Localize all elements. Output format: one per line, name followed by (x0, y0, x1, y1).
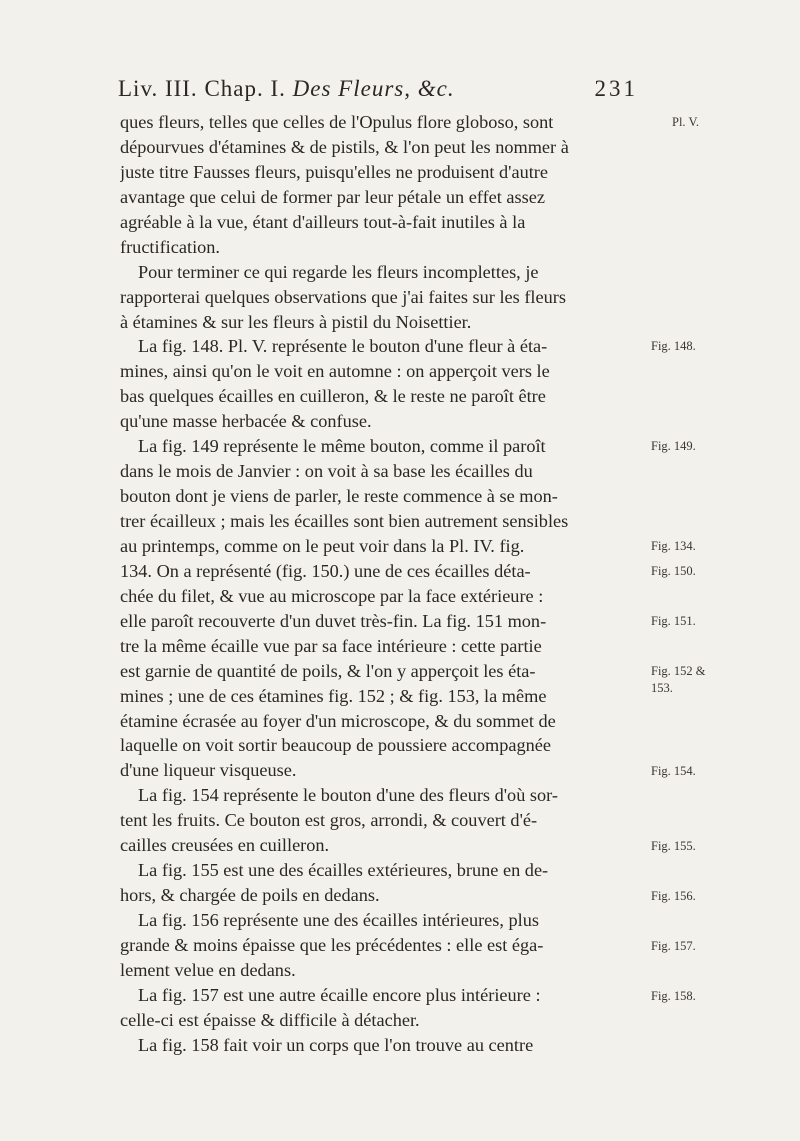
text-line: La fig. 148. Pl. V. représente le bouton d'une fleur à éta- (138, 336, 548, 357)
margin-note-fig: Fig. 154. (651, 764, 696, 778)
margin-note-fig: Fig. 148. (651, 339, 696, 353)
page-number: 231 (594, 76, 638, 101)
body-text (120, 110, 632, 1058)
text-line: fructification. (120, 236, 220, 257)
margin-note-fig: Fig. 151. (651, 614, 696, 628)
margin-note-fig: 153. (651, 681, 673, 695)
text-line: bouton dont je viens de parler, le reste commence à se mon- (120, 486, 558, 507)
text-line: qu'une masse herbacée & confuse. (120, 411, 372, 432)
text-line: La fig. 154 représente le bouton d'une des fleurs d'où sor- (138, 785, 558, 806)
margin-note-plate: Pl. V. (672, 115, 699, 129)
text-line: elle paroît recouverte d'un duvet très-fin. La fig. 151 mon- (120, 610, 547, 631)
text-line: mines ; une de ces étamines fig. 152 ; & fig. 153, la même (120, 685, 547, 706)
margin-note-fig: Fig. 152 & (651, 664, 706, 678)
text-line: à étamines & sur les fleurs à pistil du Noisettier. (120, 311, 472, 332)
text-line: lement velue en dedans. (120, 959, 296, 980)
text-line: celle-ci est épaisse & difficile à détacher. (120, 1009, 420, 1030)
text-line: bas quelques écailles en cuilleron, & le reste ne paroît être (120, 386, 546, 407)
text-line: laquelle on voit sortir beaucoup de poussiere accompagnée (120, 735, 551, 756)
margin-note-fig: Fig. 156. (651, 889, 696, 903)
text-line: La fig. 157 est une autre écaille encore plus intérieure : (138, 984, 541, 1005)
text-line: ques fleurs, telles que celles de l'Opulus flore globoso, sont (120, 112, 554, 132)
running-header (118, 76, 638, 110)
text-line: rapporterai quelques observations que j'ai faites sur les fleurs (120, 286, 566, 307)
text-line: étamine écrasée au foyer d'un microscope, & du sommet de (120, 710, 556, 731)
text-line: trer écailleux ; mais les écailles sont bien autrement sensibles (120, 511, 569, 531)
header-book: Liv. III. (118, 76, 198, 101)
text-line: tre la même écaille vue par sa face intérieure : cette partie (120, 635, 542, 656)
text-line: au printemps, comme on le peut voir dans la Pl. IV. fig. (120, 535, 525, 556)
margin-note-fig: Fig. 157. (651, 939, 696, 953)
text-line: Pour terminer ce qui regarde les fleurs incomplettes, je (138, 261, 539, 282)
text-line: est garnie de quantité de poils, & l'on y apperçoit les éta- (120, 660, 536, 681)
text-line: La fig. 158 fait voir un corps que l'on trouve au centre (138, 1034, 534, 1055)
margin-note-fig: Fig. 158. (651, 989, 696, 1003)
text-line: dépourvues d'étamines & de pistils, & l'on peut les nommer à (120, 136, 569, 157)
text-line: mines, ainsi qu'on le voit en automne : on apperçoit vers le (120, 361, 550, 382)
margin-note-fig: Fig. 150. (651, 564, 696, 578)
text-line: La fig. 149 représente le même bouton, comme il paroît (138, 436, 546, 457)
header-chapter: Chap. I. (204, 76, 286, 101)
text-line: hors, & chargée de poils en dedans. (120, 885, 380, 906)
text-line: tent les fruits. Ce bouton est gros, arrondi, & couvert d'é- (120, 810, 538, 831)
text-line: d'une liqueur visqueuse. (120, 760, 297, 781)
margin-note-fig: Fig. 149. (651, 439, 696, 453)
text-line: avantage que celui de former par leur pétale un effet assez (120, 186, 545, 207)
text-line: La fig. 156 représente une des écailles intérieures, plus (138, 910, 540, 930)
text-line: 134. On a représenté (fig. 150.) une de ces écailles déta- (120, 560, 531, 581)
text-line: juste titre Fausses fleurs, puisqu'elles ne produisent d'autre (120, 161, 548, 182)
text-line: dans le mois de Janvier : on voit à sa base les écailles du (120, 461, 533, 482)
text-line: chée du filet, & vue au microscope par la face extérieure : (120, 585, 544, 606)
text-line: La fig. 155 est une des écailles extérieures, brune en de- (138, 860, 549, 881)
text-line: cailles creusées en cuilleron. (120, 835, 330, 856)
margin-note-fig: Fig. 134. (651, 539, 696, 553)
margin-note-fig: Fig. 155. (651, 839, 696, 853)
header-title: Des Fleurs, &c. (292, 76, 455, 101)
text-line: agréable à la vue, étant d'ailleurs tout-à-fait inutiles à la (120, 211, 526, 232)
text-line: grande & moins épaisse que les précédentes : elle est éga- (120, 934, 544, 955)
